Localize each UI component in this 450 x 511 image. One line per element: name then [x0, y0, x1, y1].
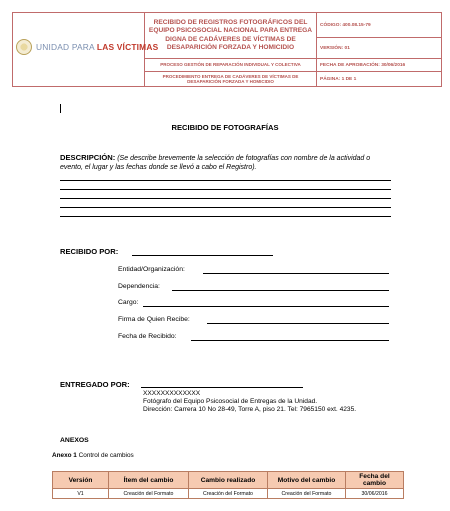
entidad-line[interactable]	[203, 273, 389, 274]
recibido-label: RECIBIDO POR:	[60, 247, 119, 256]
fecha-recibido-line[interactable]	[191, 340, 389, 341]
unidad-victimas-logo	[16, 39, 158, 55]
procedimiento-label: PROCEDIMIENTO ENTREGA DE CADÁVERES DE VÍCTIMAS DE DESAPARICIÓN FORZADA Y HOMICIDIO	[145, 72, 317, 87]
logo-text: UNIDAD PARA LAS VÍCTIMAS	[36, 42, 159, 52]
version-label: VERSIÓN: 01	[317, 38, 442, 59]
entregado-name: XXXXXXXXXXXXX	[143, 390, 201, 397]
descripcion-line[interactable]	[60, 189, 391, 190]
dependencia-label: Dependencia:	[118, 283, 160, 290]
descripcion-paragraph	[60, 153, 392, 172]
logo-cell	[13, 13, 159, 87]
table-cell: V1	[53, 489, 109, 499]
anexo1-caption: Anexo 1 Control de cambios	[52, 452, 134, 459]
table-cell: Creación del Formato	[109, 489, 189, 499]
entregado-role: Fotógrafo del Equipo Psicosocial de Entregas de la Unidad.	[143, 398, 318, 405]
codigo-label: CÓDIGO: 400.08.15-79	[317, 13, 442, 38]
fecha-aprobacion-label: FECHA DE APROBACIÓN: 30/06/2016	[317, 59, 442, 72]
descripcion-line[interactable]	[60, 216, 391, 217]
dependencia-line[interactable]	[172, 290, 389, 291]
table-cell: Creación del Formato	[189, 489, 268, 499]
form-title: RECIBIDO DE REGISTROS FOTOGRÁFICOS DEL EQUIPO PSICOSOCIAL NACIONAL PARA ENTREGA DIGNA DE CADÁVERES DE VÍCTIMAS DE DESAPARICIÓN FORZADA Y HOMICIDIO	[145, 13, 317, 59]
entregado-line[interactable]	[141, 387, 303, 388]
descripcion-line[interactable]	[60, 180, 391, 181]
fecha-recibido-label: Fecha de Recibido:	[118, 333, 177, 340]
column-header: Motivo del cambio	[268, 472, 346, 489]
entregado-address: Dirección: Carrera 10 No 28-49, Torre A, piso 21. Tel: 7965150 ext. 4235.	[143, 406, 357, 413]
descripcion-label: DESCRIPCIÓN:	[60, 153, 116, 162]
descripcion-text: (Se describe brevemente la selección de fotografías con nombre de la actividad o evento, el lugar y las fechas donde se llevó a cabo el Registro).	[60, 155, 371, 171]
cargo-line[interactable]	[143, 306, 389, 307]
document-header	[12, 12, 442, 87]
text-cursor	[60, 104, 61, 113]
column-header: Ítem del cambio	[109, 472, 189, 489]
descripcion-line[interactable]	[60, 207, 391, 208]
proceso-label: PROCESO GESTIÓN DE REPARACIÓN INDIVIDUAL Y COLECTIVA	[145, 59, 317, 72]
entregado-label: ENTREGADO POR:	[60, 380, 130, 389]
column-header: Fecha del cambio	[346, 472, 404, 489]
document-title: RECIBIDO DE FOTOGRAFÍAS	[171, 123, 279, 132]
recibido-line[interactable]	[132, 255, 273, 256]
seal-icon	[16, 39, 32, 55]
pagina-label: PÁGINA: 1 DE 1	[317, 72, 442, 87]
table-cell: 30/06/2016	[346, 489, 404, 499]
descripcion-line[interactable]	[60, 198, 391, 199]
firma-label: Firma de Quien Recibe:	[118, 316, 190, 323]
column-header: Cambio realizado	[189, 472, 268, 489]
entidad-label: Entidad/Organización:	[118, 266, 185, 273]
table-row	[53, 489, 404, 499]
table-cell: Creación del Formato	[268, 489, 346, 499]
cargo-label: Cargo:	[118, 299, 139, 306]
anexos-heading: ANEXOS	[60, 437, 89, 444]
change-control-table	[52, 471, 404, 499]
column-header: Versión	[53, 472, 109, 489]
firma-line[interactable]	[207, 323, 389, 324]
